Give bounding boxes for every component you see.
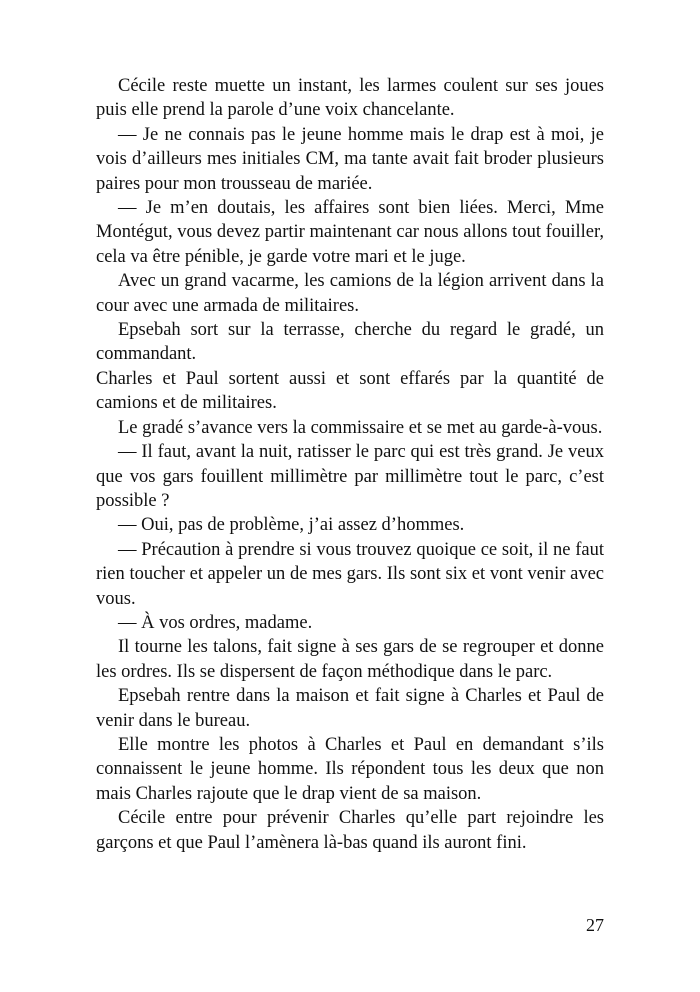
body-text bbox=[96, 74, 604, 855]
paragraph: — Il faut, avant la nuit, ratisser le parc qui est très grand. Je veux que vos gars fouillent millimètre par millimètre tout le parc, c’est possible ? bbox=[96, 442, 604, 511]
paragraph: — Précaution à prendre si vous trouvez quoique ce soit, il ne faut rien toucher et appeler un de mes gars. Ils sont six et vont venir avec vous. bbox=[96, 539, 604, 609]
paragraph: — À vos ordres, madame. bbox=[118, 612, 313, 633]
paragraph: Epsebah sort sur la terrasse, cherche du regard le gradé, un commandant. bbox=[96, 320, 604, 365]
paragraph: — Je ne connais pas le jeune homme mais le drap est à moi, je vois d’ailleurs mes initiales CM, ma tante avait fait broder plusieurs paires pour mon trousseau de mariée. bbox=[96, 124, 604, 194]
paragraph: Avec un grand vacarme, les camions de la légion arrivent dans la cour avec une armada de militaires. bbox=[96, 271, 604, 316]
paragraph: Cécile reste muette un instant, les larmes coulent sur ses joues puis elle prend la parole d’une voix chancelante. bbox=[96, 76, 604, 121]
paragraph: Charles et Paul sortent aussi et sont effarés par la quantité de camions et de militaires. bbox=[96, 368, 604, 414]
paragraph: Epsebah rentre dans la maison et fait signe à Charles et Paul de venir dans le bureau. bbox=[96, 686, 604, 731]
paragraph: Cécile entre pour prévenir Charles qu’elle part rejoindre les garçons et que Paul l’amènera là-bas quand ils auront fini. bbox=[96, 808, 604, 853]
paragraph: — Je m’en doutais, les affaires sont bien liées. Merci, Mme Montégut, vous devez partir maintenant car nous allons tout fouiller, cela va être pénible, je garde votre mari et le juge. bbox=[96, 198, 604, 267]
paragraph: — Oui, pas de problème, j’ai assez d’hommes. bbox=[118, 515, 465, 536]
paragraph: Le gradé s’avance vers la commissaire et se met au garde-à-vous. bbox=[118, 417, 603, 438]
page-number: 27 bbox=[586, 915, 604, 935]
paragraph: Il tourne les talons, fait signe à ses gars de se regrouper et donne les ordres. Ils se dispersent de façon méthodique dans le parc. bbox=[96, 637, 604, 682]
paragraph: Elle montre les photos à Charles et Paul en demandant s’ils connaissent le jeune homme. Ils répondent tous les deux que non mais Charles rajoute que le drap vient de sa maison. bbox=[96, 734, 604, 804]
